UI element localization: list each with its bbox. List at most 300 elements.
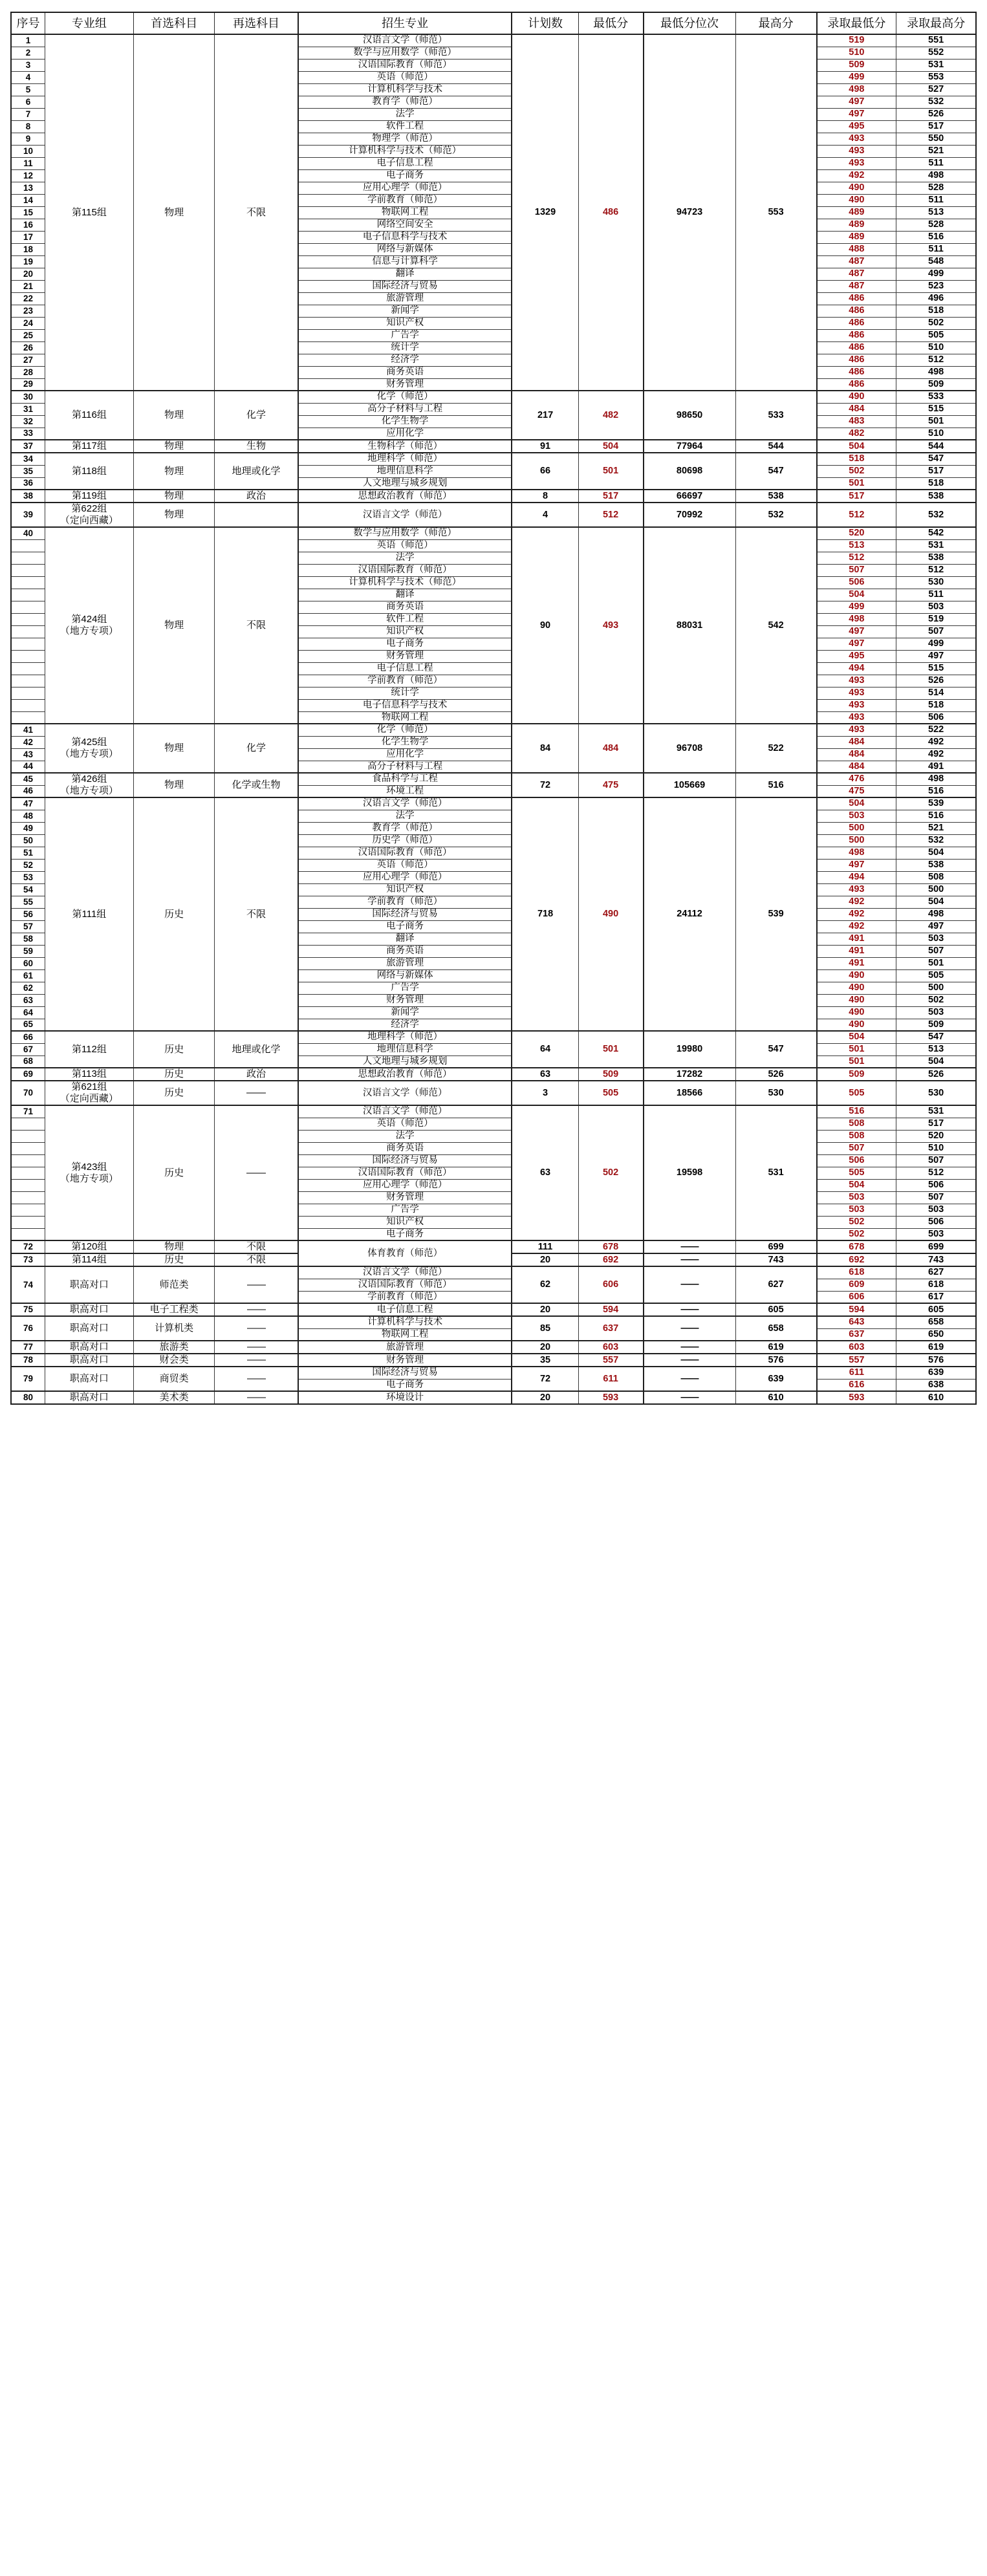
cell-seq: 63	[11, 994, 45, 1006]
cell-admission-major: 应用心理学（师范）	[298, 1179, 512, 1191]
cell-admission-major: 英语（师范）	[298, 859, 512, 871]
cell-admitted-max: 509	[896, 378, 976, 391]
cell-admitted-min: 489	[817, 231, 896, 243]
table-body	[11, 34, 976, 1404]
cell-min-rank: 105669	[644, 773, 736, 797]
cell-admitted-min: 517	[817, 490, 896, 503]
cell-admission-major: 旅游管理	[298, 1341, 512, 1354]
cell-admitted-max: 516	[896, 810, 976, 822]
cell-admitted-min: 493	[817, 687, 896, 699]
cell-admitted-min: 487	[817, 255, 896, 268]
cell-admission-major: 广告学	[298, 329, 512, 341]
cell-admitted-min: 493	[817, 711, 896, 724]
cell-min-rank: 70992	[644, 503, 736, 527]
cell-admitted-max: 516	[896, 785, 976, 797]
cell-seq: 10	[11, 145, 45, 157]
table-row	[11, 1240, 976, 1253]
cell-seq: 52	[11, 859, 45, 871]
table-row	[11, 1316, 976, 1328]
cell-plan-count: 111	[512, 1240, 578, 1253]
cell-min-rank: 94723	[644, 34, 736, 391]
cell-first-subject: 物理	[133, 503, 214, 527]
table-row	[11, 490, 976, 503]
cell-admitted-max: 530	[896, 576, 976, 589]
cell-seq: 56	[11, 908, 45, 920]
cell-major-group: 职高对口	[45, 1367, 133, 1391]
cell-admitted-min: 505	[817, 1081, 896, 1105]
cell-max-score: 547	[735, 1031, 816, 1068]
cell-second-subject: 化学	[215, 724, 298, 773]
cell-admitted-max: 492	[896, 748, 976, 761]
cell-min-score: 501	[578, 453, 643, 490]
cell-admitted-min: 493	[817, 133, 896, 145]
cell-admission-major: 财务管理	[298, 994, 512, 1006]
cell-admitted-min: 507	[817, 1142, 896, 1154]
cell-admission-major: 计算机科学与技术	[298, 1316, 512, 1328]
cell-admission-major: 物理学（师范）	[298, 133, 512, 145]
cell-admitted-max: 512	[896, 1167, 976, 1179]
cell-admitted-max: 518	[896, 699, 976, 711]
cell-second-subject: 不限	[215, 797, 298, 1031]
cell-admitted-max: 500	[896, 982, 976, 994]
cell-admission-major: 数学与应用数学（师范）	[298, 527, 512, 539]
cell-admitted-min: 491	[817, 933, 896, 945]
cell-admission-major: 网络与新媒体	[298, 969, 512, 982]
cell-admission-major: 汉语国际教育（师范）	[298, 847, 512, 859]
cell-admission-major: 电子商务	[298, 1228, 512, 1240]
cell-plan-count: 3	[512, 1081, 578, 1105]
cell-admitted-min: 490	[817, 194, 896, 206]
cell-seq: 42	[11, 736, 45, 748]
cell-seq: 12	[11, 169, 45, 182]
cell-seq: 75	[11, 1303, 45, 1316]
cell-second-subject: ——	[215, 1354, 298, 1367]
cell-admission-major: 教育学（师范）	[298, 822, 512, 834]
cell-seq: 28	[11, 366, 45, 378]
table-row	[11, 1068, 976, 1081]
cell-admitted-max: 699	[896, 1240, 976, 1253]
cell-admitted-max: 514	[896, 687, 976, 699]
cell-first-subject: 物理	[133, 1240, 214, 1253]
cell-admitted-min: 490	[817, 982, 896, 994]
header-min-rank: 最低分位次	[644, 12, 736, 34]
cell-min-score: 692	[578, 1253, 643, 1266]
cell-major-group: 第423组 （地方专项）	[45, 1105, 133, 1240]
cell-admitted-min: 606	[817, 1291, 896, 1303]
cell-first-subject: 物理	[133, 490, 214, 503]
cell-admitted-max: 496	[896, 292, 976, 305]
cell-admission-major: 经济学	[298, 1019, 512, 1031]
cell-seq	[11, 1142, 45, 1154]
table-header	[11, 12, 976, 34]
cell-min-rank: 19980	[644, 1031, 736, 1068]
cell-seq: 80	[11, 1391, 45, 1404]
cell-seq	[11, 699, 45, 711]
cell-min-score: 512	[578, 503, 643, 527]
cell-second-subject: ——	[215, 1316, 298, 1341]
cell-plan-count: 20	[512, 1303, 578, 1316]
cell-max-score: 532	[735, 503, 816, 527]
cell-first-subject: 历史	[133, 797, 214, 1031]
cell-min-rank: ——	[644, 1367, 736, 1391]
cell-seq: 15	[11, 206, 45, 219]
cell-admission-major: 汉语国际教育（师范）	[298, 1279, 512, 1291]
cell-seq: 37	[11, 440, 45, 453]
cell-admission-major: 统计学	[298, 687, 512, 699]
cell-plan-count: 85	[512, 1316, 578, 1341]
header-admitted-max: 录取最高分	[896, 12, 976, 34]
cell-admission-major: 广告学	[298, 982, 512, 994]
cell-admitted-min: 500	[817, 834, 896, 847]
cell-admission-major: 知识产权	[298, 625, 512, 638]
cell-seq	[11, 601, 45, 613]
cell-first-subject: 师范类	[133, 1266, 214, 1303]
cell-max-score: 605	[735, 1303, 816, 1316]
cell-seq	[11, 552, 45, 564]
cell-admission-major: 法学	[298, 810, 512, 822]
cell-min-rank: ——	[644, 1391, 736, 1404]
cell-min-rank: ——	[644, 1240, 736, 1253]
cell-seq: 16	[11, 219, 45, 231]
cell-admitted-max: 530	[896, 1081, 976, 1105]
table-row	[11, 34, 976, 47]
cell-seq: 61	[11, 969, 45, 982]
cell-second-subject: ——	[215, 1081, 298, 1105]
cell-admission-major: 物联网工程	[298, 206, 512, 219]
cell-admitted-max: 521	[896, 822, 976, 834]
cell-admitted-max: 523	[896, 280, 976, 292]
cell-admitted-max: 520	[896, 1130, 976, 1142]
header-second-subject: 再选科目	[215, 12, 298, 34]
cell-admitted-min: 493	[817, 145, 896, 157]
cell-admitted-max: 532	[896, 834, 976, 847]
cell-plan-count: 217	[512, 391, 578, 440]
cell-seq: 36	[11, 477, 45, 490]
cell-max-score: 526	[735, 1068, 816, 1081]
cell-admitted-min: 493	[817, 699, 896, 711]
cell-seq: 18	[11, 243, 45, 255]
cell-admitted-min: 512	[817, 503, 896, 527]
cell-admitted-min: 487	[817, 280, 896, 292]
cell-major-group: 第119组	[45, 490, 133, 503]
cell-admission-major: 广告学	[298, 1204, 512, 1216]
cell-second-subject: ——	[215, 1105, 298, 1240]
cell-major-group: 第114组	[45, 1253, 133, 1266]
cell-plan-count: 64	[512, 1031, 578, 1068]
cell-min-score: 501	[578, 1031, 643, 1068]
cell-admitted-min: 508	[817, 1118, 896, 1130]
cell-admission-major: 环境工程	[298, 785, 512, 797]
cell-admitted-max: 542	[896, 527, 976, 539]
cell-admitted-min: 492	[817, 169, 896, 182]
header-plan-count: 计划数	[512, 12, 578, 34]
cell-seq: 51	[11, 847, 45, 859]
cell-admitted-max: 507	[896, 1191, 976, 1204]
cell-seq: 54	[11, 883, 45, 896]
cell-admitted-min: 484	[817, 736, 896, 748]
cell-plan-count: 20	[512, 1341, 578, 1354]
cell-admitted-max: 507	[896, 625, 976, 638]
cell-admitted-max: 528	[896, 219, 976, 231]
table-row	[11, 440, 976, 453]
cell-first-subject: 物理	[133, 391, 214, 440]
cell-admission-major: 物联网工程	[298, 711, 512, 724]
cell-admitted-min: 475	[817, 785, 896, 797]
cell-second-subject	[215, 503, 298, 527]
cell-admitted-min: 678	[817, 1240, 896, 1253]
cell-admitted-max: 552	[896, 47, 976, 59]
cell-second-subject: 地理或化学	[215, 1031, 298, 1068]
cell-max-score: 547	[735, 453, 816, 490]
cell-admitted-min: 520	[817, 527, 896, 539]
cell-seq: 43	[11, 748, 45, 761]
cell-max-score: 539	[735, 797, 816, 1031]
cell-seq: 48	[11, 810, 45, 822]
cell-admitted-min: 491	[817, 945, 896, 957]
cell-major-group: 职高对口	[45, 1391, 133, 1404]
cell-admission-major: 国际经济与贸易	[298, 280, 512, 292]
cell-second-subject: ——	[215, 1341, 298, 1354]
cell-plan-count: 72	[512, 1367, 578, 1391]
cell-admitted-min: 494	[817, 662, 896, 675]
cell-admitted-min: 482	[817, 428, 896, 440]
cell-admitted-min: 497	[817, 625, 896, 638]
cell-seq: 40	[11, 527, 45, 539]
cell-admitted-max: 526	[896, 1068, 976, 1081]
cell-admission-major: 英语（师范）	[298, 71, 512, 83]
cell-admitted-max: 505	[896, 969, 976, 982]
cell-admitted-min: 504	[817, 440, 896, 453]
cell-admission-major: 化学（师范）	[298, 724, 512, 736]
cell-seq: 59	[11, 945, 45, 957]
cell-admitted-max: 531	[896, 59, 976, 71]
cell-plan-count: 63	[512, 1068, 578, 1081]
admission-scores-table	[10, 12, 977, 1405]
table-row	[11, 1266, 976, 1279]
cell-admission-major: 电子信息工程	[298, 157, 512, 169]
cell-first-subject: 商贸类	[133, 1367, 214, 1391]
cell-admitted-max: 506	[896, 711, 976, 724]
cell-seq	[11, 675, 45, 687]
cell-admitted-max: 627	[896, 1266, 976, 1279]
cell-admission-major: 翻译	[298, 589, 512, 601]
cell-admitted-max: 547	[896, 453, 976, 465]
cell-admission-major: 地理科学（师范）	[298, 1031, 512, 1043]
cell-admission-major: 翻译	[298, 268, 512, 280]
cell-seq: 33	[11, 428, 45, 440]
cell-admitted-max: 617	[896, 1291, 976, 1303]
cell-admitted-max: 507	[896, 1154, 976, 1167]
cell-admitted-min: 594	[817, 1303, 896, 1316]
cell-admission-major: 应用化学	[298, 748, 512, 761]
cell-min-rank: ——	[644, 1303, 736, 1316]
cell-min-score: 606	[578, 1266, 643, 1303]
cell-admitted-min: 492	[817, 908, 896, 920]
cell-admission-major: 电子信息工程	[298, 662, 512, 675]
cell-admitted-max: 499	[896, 638, 976, 650]
table-row	[11, 1391, 976, 1404]
cell-seq: 35	[11, 465, 45, 477]
cell-admission-major: 电子商务	[298, 1379, 512, 1391]
cell-seq	[11, 650, 45, 662]
cell-seq	[11, 625, 45, 638]
cell-plan-count: 66	[512, 453, 578, 490]
cell-seq	[11, 1191, 45, 1204]
cell-seq	[11, 1179, 45, 1191]
cell-seq	[11, 711, 45, 724]
cell-seq: 58	[11, 933, 45, 945]
cell-admission-major: 物联网工程	[298, 1328, 512, 1341]
cell-admission-major: 化学生物学	[298, 736, 512, 748]
cell-seq: 47	[11, 797, 45, 810]
cell-seq: 60	[11, 957, 45, 969]
cell-admission-major: 高分子材料与工程	[298, 761, 512, 773]
cell-admission-major: 商务英语	[298, 945, 512, 957]
cell-first-subject: 物理	[133, 724, 214, 773]
cell-admitted-max: 497	[896, 920, 976, 933]
cell-admitted-min: 487	[817, 268, 896, 280]
cell-min-score: 557	[578, 1354, 643, 1367]
cell-admission-major: 电子信息科学与技术	[298, 231, 512, 243]
cell-admission-major: 国际经济与贸易	[298, 908, 512, 920]
table-row	[11, 1341, 976, 1354]
cell-admitted-min: 489	[817, 219, 896, 231]
cell-seq: 77	[11, 1341, 45, 1354]
cell-min-rank: ——	[644, 1266, 736, 1303]
cell-admitted-min: 501	[817, 1043, 896, 1055]
cell-admitted-min: 490	[817, 182, 896, 194]
cell-admitted-min: 616	[817, 1379, 896, 1391]
cell-admitted-min: 504	[817, 1031, 896, 1043]
cell-seq: 31	[11, 403, 45, 415]
cell-admitted-max: 500	[896, 883, 976, 896]
table-row	[11, 1303, 976, 1316]
cell-seq: 68	[11, 1055, 45, 1068]
cell-seq: 66	[11, 1031, 45, 1043]
cell-admitted-min: 513	[817, 539, 896, 552]
cell-seq	[11, 1228, 45, 1240]
cell-first-subject: 物理	[133, 773, 214, 797]
cell-admitted-max: 538	[896, 859, 976, 871]
cell-admission-major: 知识产权	[298, 1216, 512, 1228]
cell-major-group: 第116组	[45, 391, 133, 440]
cell-admitted-max: 539	[896, 797, 976, 810]
cell-admission-major: 财务管理	[298, 378, 512, 391]
cell-admitted-max: 498	[896, 169, 976, 182]
cell-min-score: 593	[578, 1391, 643, 1404]
cell-max-score: 530	[735, 1081, 816, 1105]
cell-seq: 65	[11, 1019, 45, 1031]
cell-admitted-max: 504	[896, 1055, 976, 1068]
cell-admission-major: 汉语国际教育（师范）	[298, 59, 512, 71]
cell-admission-major: 生物科学（师范）	[298, 440, 512, 453]
cell-admission-major: 法学	[298, 1130, 512, 1142]
cell-admission-major: 汉语言文学（师范）	[298, 1105, 512, 1118]
cell-admitted-max: 501	[896, 957, 976, 969]
cell-admission-major: 商务英语	[298, 366, 512, 378]
cell-admission-major: 法学	[298, 552, 512, 564]
cell-min-score: 486	[578, 34, 643, 391]
cell-admitted-max: 517	[896, 120, 976, 133]
header-admission-major: 招生专业	[298, 12, 512, 34]
cell-seq: 53	[11, 871, 45, 883]
cell-plan-count: 20	[512, 1253, 578, 1266]
cell-first-subject: 物理	[133, 440, 214, 453]
cell-second-subject: 化学	[215, 391, 298, 440]
cell-admitted-min: 490	[817, 994, 896, 1006]
cell-first-subject: 美术类	[133, 1391, 214, 1404]
cell-min-score: 505	[578, 1081, 643, 1105]
cell-admitted-min: 490	[817, 391, 896, 403]
cell-admission-major: 应用化学	[298, 428, 512, 440]
cell-admitted-min: 508	[817, 1130, 896, 1142]
cell-seq: 44	[11, 761, 45, 773]
cell-seq	[11, 1204, 45, 1216]
cell-admitted-max: 498	[896, 366, 976, 378]
cell-admitted-max: 491	[896, 761, 976, 773]
cell-admitted-max: 538	[896, 552, 976, 564]
cell-admitted-min: 492	[817, 896, 896, 908]
cell-max-score: 743	[735, 1253, 816, 1266]
cell-admitted-max: 509	[896, 1019, 976, 1031]
cell-admitted-max: 515	[896, 662, 976, 675]
cell-admitted-min: 497	[817, 859, 896, 871]
cell-plan-count: 84	[512, 724, 578, 773]
table-row	[11, 1105, 976, 1118]
cell-plan-count: 90	[512, 527, 578, 724]
cell-plan-count: 4	[512, 503, 578, 527]
cell-min-score: 594	[578, 1303, 643, 1316]
cell-seq	[11, 576, 45, 589]
header-first-subject: 首选科目	[133, 12, 214, 34]
cell-admission-major: 地理信息科学	[298, 465, 512, 477]
cell-admitted-max: 511	[896, 157, 976, 169]
cell-admitted-min: 486	[817, 329, 896, 341]
cell-first-subject: 物理	[133, 453, 214, 490]
cell-min-rank: ——	[644, 1354, 736, 1367]
cell-admission-major: 食品科学与工程	[298, 773, 512, 785]
cell-admitted-min: 494	[817, 871, 896, 883]
cell-admitted-max: 532	[896, 96, 976, 108]
cell-admitted-min: 504	[817, 797, 896, 810]
cell-admission-major: 学前教育（师范）	[298, 896, 512, 908]
cell-second-subject: ——	[215, 1391, 298, 1404]
cell-seq	[11, 638, 45, 650]
cell-plan-count: 72	[512, 773, 578, 797]
cell-seq: 22	[11, 292, 45, 305]
cell-admitted-min: 503	[817, 1191, 896, 1204]
cell-admitted-max: 503	[896, 1228, 976, 1240]
cell-min-score: 517	[578, 490, 643, 503]
cell-seq: 29	[11, 378, 45, 391]
cell-plan-count: 20	[512, 1391, 578, 1404]
cell-admitted-min: 504	[817, 1179, 896, 1191]
cell-admitted-min: 557	[817, 1354, 896, 1367]
cell-admitted-min: 490	[817, 1006, 896, 1019]
cell-min-score: 484	[578, 724, 643, 773]
header-min-score: 最低分	[578, 12, 643, 34]
cell-admission-major: 软件工程	[298, 613, 512, 625]
cell-first-subject: 财会类	[133, 1354, 214, 1367]
cell-admitted-max: 512	[896, 354, 976, 366]
cell-admission-major: 汉语言文学（师范）	[298, 503, 512, 527]
cell-admitted-max: 513	[896, 206, 976, 219]
cell-admitted-max: 551	[896, 34, 976, 47]
cell-admitted-max: 528	[896, 182, 976, 194]
cell-admitted-min: 502	[817, 465, 896, 477]
cell-admitted-min: 510	[817, 47, 896, 59]
cell-admitted-max: 506	[896, 1179, 976, 1191]
